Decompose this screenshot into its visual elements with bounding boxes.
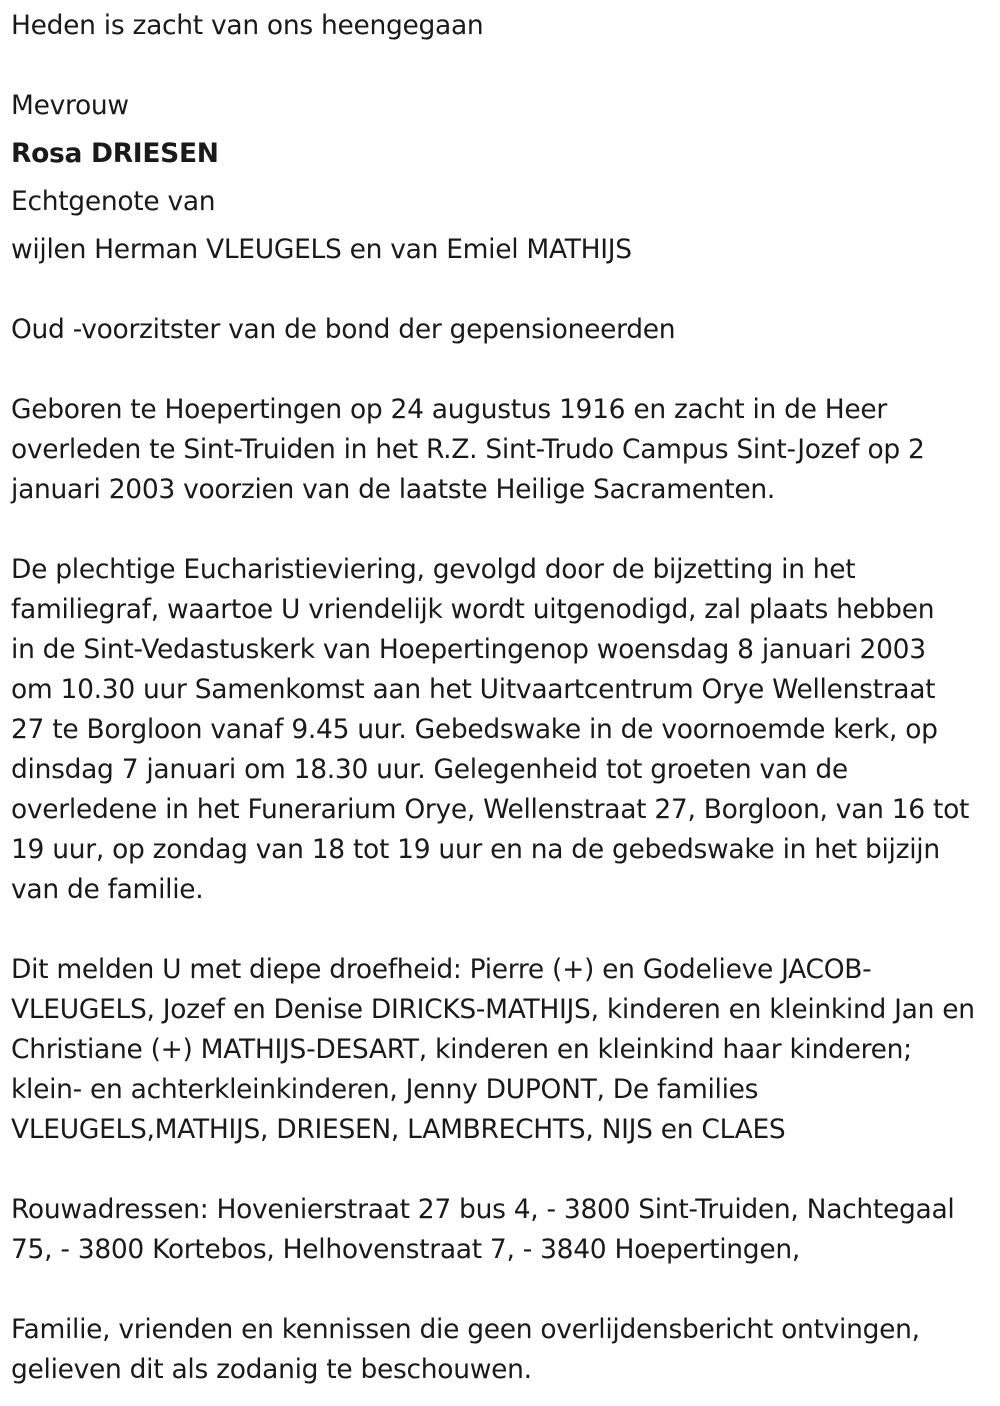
paragraph-line: 19 uur, op zondag van 18 tot 19 uur en na de gebedswake in het bijzijn [11,834,940,865]
spouse-intro: Echtgenote van [11,186,216,217]
paragraph-line: Geboren te Hoepertingen op 24 augustus 1916 en zacht in de Heer [11,394,888,425]
family-paragraph [11,950,991,1150]
paragraph-line: klein- en achterkleinkinderen, Jenny DUPONT, De families [11,1074,759,1105]
paragraph-line: 75, - 3800 Kortebos, Helhovenstraat 7, - 3840 Hoepertingen, [11,1234,800,1265]
obituary-notice [11,6,991,1390]
addresses-paragraph [11,1190,991,1270]
paragraph-line: gelieven dit als zodanig te beschouwen. [11,1354,532,1385]
paragraph-line: Christiane (+) MATHIJS-DESART, kinderen en kleinkind haar kinderen; [11,1034,912,1065]
deceased-name: Rosa DRIESEN [11,138,219,169]
paragraph-line: 27 te Borgloon vanaf 9.45 uur. Gebedswake in de voornoemde kerk, op [11,714,938,745]
paragraph-line: van de familie. [11,874,204,905]
closing-paragraph [11,1310,991,1390]
birth-death-paragraph [11,390,991,510]
paragraph-line: familiegraf, waartoe U vriendelijk wordt uitgenodigd, zal plaats hebben [11,594,935,625]
paragraph-line: dinsdag 7 januari om 18.30 uur. Gelegenheid tot groeten van de [11,754,848,785]
ceremony-paragraph [11,550,991,910]
paragraph-line: overleden te Sint-Truiden in het R.Z. Sint-Trudo Campus Sint-Jozef op 2 [11,434,925,465]
paragraph-line: Familie, vrienden en kennissen die geen overlijdensbericht ontvingen, [11,1314,920,1345]
paragraph-line: in de Sint-Vedastuskerk van Hoepertingenop woensdag 8 januari 2003 [11,634,926,665]
paragraph-line: VLEUGELS,MATHIJS, DRIESEN, LAMBRECHTS, NIJS en CLAES [11,1114,786,1145]
paragraph-line: om 10.30 uur Samenkomst aan het Uitvaartcentrum Orye Wellenstraat [11,674,936,705]
paragraph-line: overledene in het Funerarium Orye, Wellenstraat 27, Borgloon, van 16 tot [11,794,970,825]
deceased-title: Oud -voorzitster van de bond der gepensioneerden [11,314,676,345]
intro-line: Heden is zacht van ons heengegaan [11,10,484,41]
spouse-names: wijlen Herman VLEUGELS en van Emiel MATHIJS [11,234,632,265]
paragraph-line: VLEUGELS, Jozef en Denise DIRICKS-MATHIJS, kinderen en kleinkind Jan en [11,994,975,1025]
paragraph-line: Rouwadressen: Hovenierstraat 27 bus 4, - 3800 Sint-Truiden, Nachtegaal [11,1194,955,1225]
paragraph-line: De plechtige Eucharistieviering, gevolgd door de bijzetting in het [11,554,856,585]
paragraph-line: januari 2003 voorzien van de laatste Heilige Sacramenten. [11,474,775,505]
salutation: Mevrouw [11,90,129,121]
paragraph-line: Dit melden U met diepe droefheid: Pierre (+) en Godelieve JACOB- [11,954,872,985]
